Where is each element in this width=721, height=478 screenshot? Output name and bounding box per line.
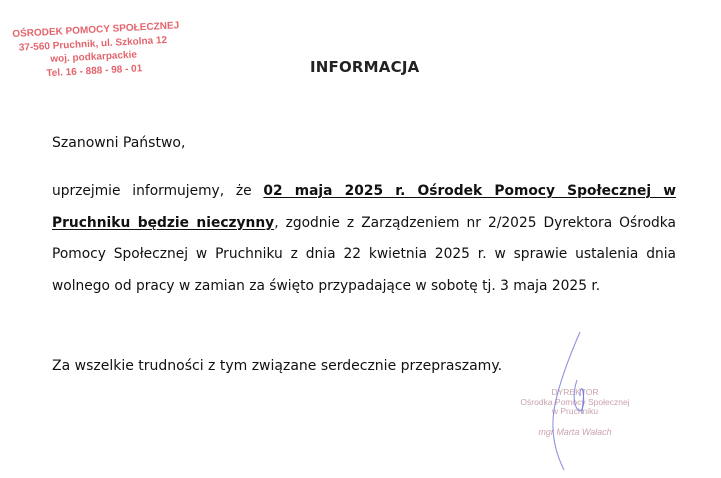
stamp-line-name: OŚRODEK POMOCY SPOŁECZNEJ xyxy=(12,20,180,40)
stamp-line-region: woj. podkarpackie xyxy=(50,49,138,66)
institution-stamp xyxy=(12,20,180,82)
stamp-line-phone: Tel. 16 - 888 - 98 - 01 xyxy=(46,62,143,79)
signature-title: DYREKTOR xyxy=(551,387,599,397)
greeting: Szanowni Państwo, xyxy=(52,135,186,151)
announcement-paragraph xyxy=(52,176,676,302)
signature-institution: Ośrodka Pomocy Społecznej xyxy=(520,396,630,407)
apology-sentence: Za wszelkie trudności z tym związane serdecznie przepraszamy. xyxy=(52,358,503,374)
document-title: INFORMACJA xyxy=(310,58,420,76)
paragraph-intro: uprzejmie informujemy, że xyxy=(52,183,264,199)
handwritten-signature xyxy=(540,330,620,475)
signature-location: w Pruchniku xyxy=(551,406,599,416)
stamp-line-address: 37-560 Pruchnik, ul. Szkolna 12 xyxy=(18,34,168,54)
closure-notice-highlight: 02 maja 2025 r. Ośrodek Pomocy Społecznej w Pruchniku będzie nieczynny xyxy=(52,183,676,231)
signatory-name: mgr Marta Wałach xyxy=(538,426,612,437)
paragraph-rest: , zgodnie z Zarządzeniem nr 2/2025 Dyrektora Ośrodka Pomocy Społecznej w Pruchniku z dnia 22 kwietnia 2025 r. w sprawie ustalenia dnia wolnego od pracy w zamian za święto przypadające w sobotę tj. 3 maja 2025 r. xyxy=(52,214,677,294)
